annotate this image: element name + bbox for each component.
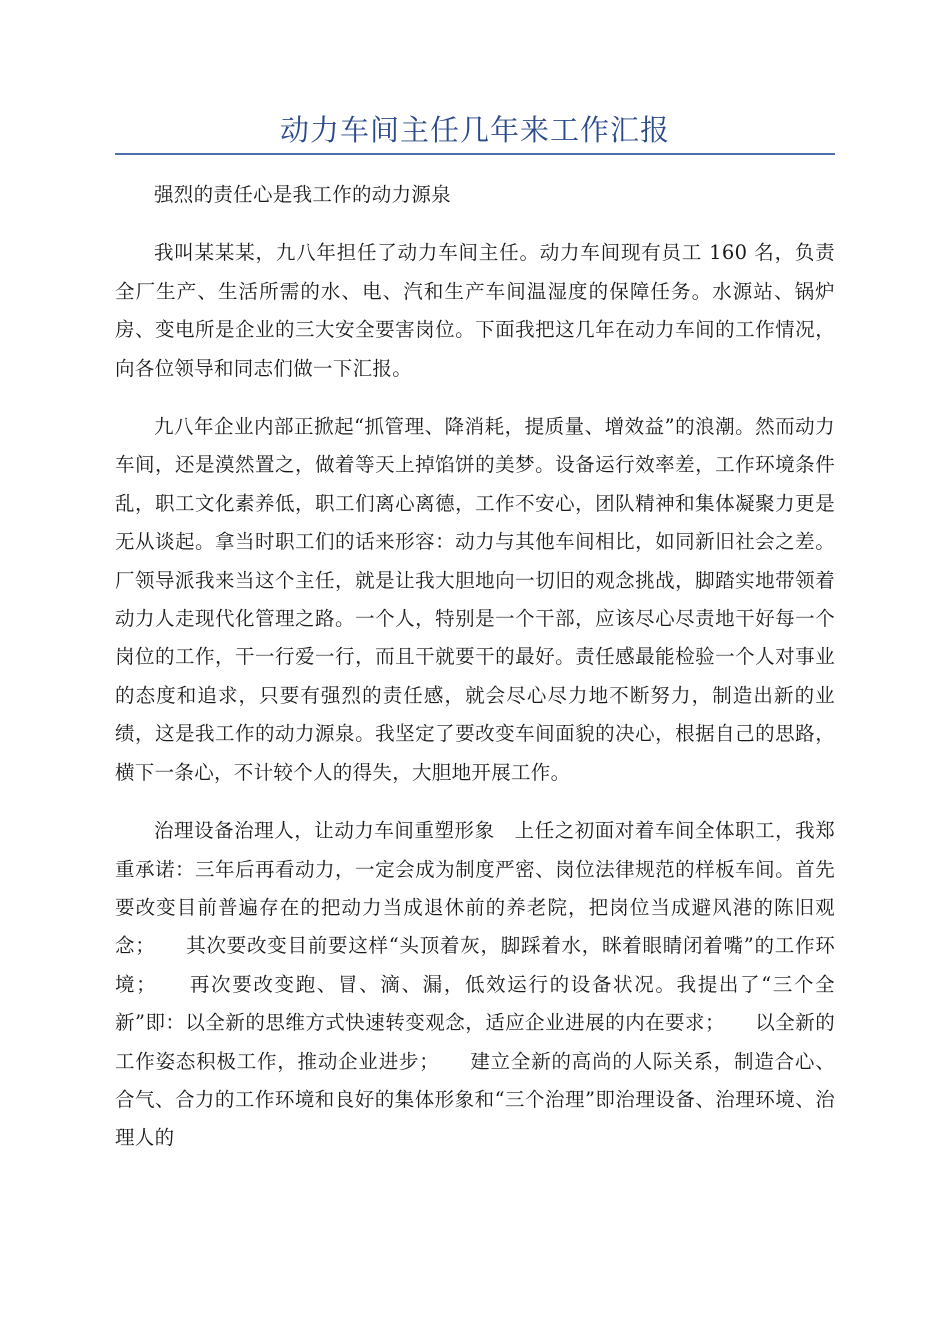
paragraph-background: 九八年企业内部正掀起“抓管理、降消耗，提质量、增效益”的浪潮。然而动力车间，还是漠然置之，做着等天上掉馅饼的美梦。设备运行效率差，工作环境条件乱，职工文化素养低，职工们离心离德，工作不安心，团队精神和集体凝聚力更是无从谈起。拿当时职工们的话来形容：动力与其他车间相比，如同新旧社会之差。厂领导派我来当这个主任，就是让我大胆地向一切旧的观念挑战，脚踏实地带领着动力人走现代化管理之路。一个人，特别是一个干部，应该尽心尽责地干好每一个岗位的工作，干一行爱一行，而且干就要干的最好。责任感最能检验一个人对事业的态度和追求，只要有强烈的责任感，就会尽心尽力地不断努力，制造出新的业绩，这是我工作的动力源泉。我坚定了要改变车间面貌的决心，根据自己的思路，横下一条心，不计较个人的得失，大胆地开展工作。 — [115, 415, 835, 784]
title-underline — [115, 153, 835, 155]
document-title: 动力车间主任几年来工作汇报 — [279, 113, 670, 147]
section-subheading: 强烈的责任心是我工作的动力源泉 — [154, 183, 452, 206]
paragraph-management: 治理设备治理人，让动力车间重塑形象 上任之初面对着车间全体职工，我郑重承诺：三年后再看动力，一定会成为制度严密、岗位法律规范的样板车间。首先要改变目前普遍存在的把动力当成退休前的养老院，把岗位当成避风港的陈旧观念； 其次要改变目前要这样“头顶着灰，脚踩着水，眯着眼睛闭着嘴”的工作环境； 再次要改变跑、冒、滴、漏，低效运行的设备状况。我提出了“三个全新”即：以全新的思维方式快速转变观念，适应企业进展的内在要求； 以全新的工作姿态积极工作，推动企业进步； 建立全新的高尚的人际关系，制造合心、合气、合力的工作环境和良好的集体形象和“三个治理”即治理设备、治理环境、治理人的 — [115, 819, 835, 1150]
paragraph-introduction: 我叫某某某，九八年担任了动力车间主任。动力车间现有员工 160 名，负责全厂生产、生活所需的水、电、汽和生产车间温湿度的保障任务。水源站、锅炉房、变电所是企业的三大安全要害岗位。下面我把这几年在动力车间的工作情况，向各位领导和同志们做一下汇报。 — [115, 241, 835, 380]
document-body — [115, 176, 835, 1178]
